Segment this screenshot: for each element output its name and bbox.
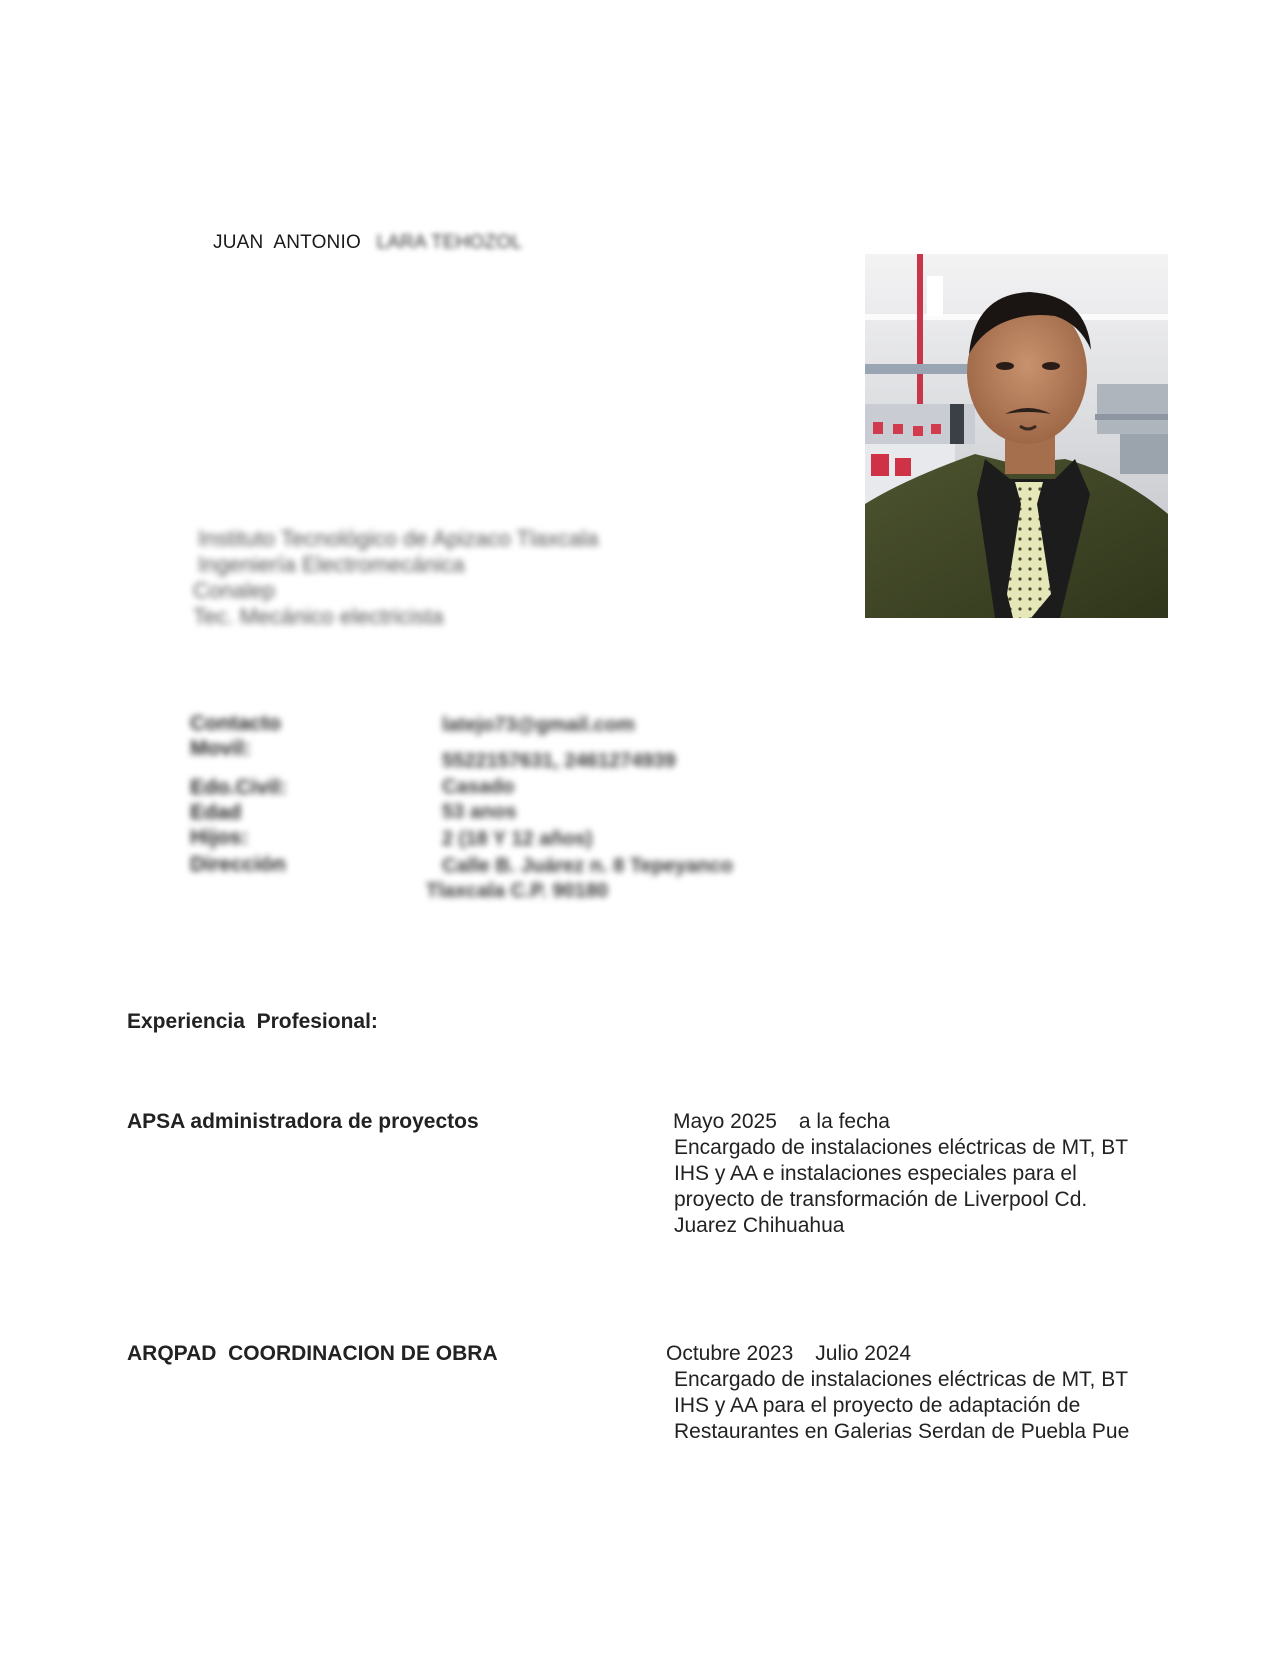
label-movil: Movil: bbox=[190, 737, 251, 760]
education-institution: Instituto Tecnológico de Apizaco Tlaxcala bbox=[198, 526, 599, 551]
label-direccion: Dirección bbox=[190, 853, 286, 876]
job-description-2 bbox=[674, 1367, 1129, 1445]
candidate-photo bbox=[865, 254, 1168, 618]
job-period-2 bbox=[666, 1342, 911, 1366]
portrait-image bbox=[865, 254, 1168, 618]
job-period-end-2: Julio 2024 bbox=[815, 1342, 912, 1365]
label-contacto: Contacto bbox=[190, 712, 281, 735]
job-period-start-1: Mayo 2025 bbox=[673, 1110, 777, 1133]
label-hijos: Hijos: bbox=[190, 826, 249, 849]
job-period-start-2: Octubre 2023 bbox=[666, 1342, 794, 1365]
value-edad: 53 anos bbox=[442, 801, 517, 823]
job-period-1 bbox=[673, 1110, 890, 1134]
job-description-line: Encargado de instalaciones eléctricas de MT, BT bbox=[674, 1136, 1129, 1159]
education-degree-2: Tec. Mecánico electricista bbox=[193, 604, 444, 629]
job-description-line: Restaurantes en Galerias Serdan de Puebla Pue bbox=[674, 1420, 1130, 1443]
education-section bbox=[193, 526, 599, 630]
experience-heading: Experiencia Profesional: bbox=[127, 1010, 378, 1033]
job-company-2: ARQPAD COORDINACION DE OBRA bbox=[127, 1342, 498, 1365]
label-edad: Edad bbox=[190, 801, 242, 824]
job-description-1 bbox=[674, 1135, 1128, 1239]
education-degree: Ingeniería Electromecánica bbox=[198, 552, 465, 577]
value-direccion-1: Calle B. Juárez n. 8 Tepeyanco bbox=[442, 855, 733, 877]
first-names: JUAN ANTONIO bbox=[213, 232, 361, 253]
job-description-line: IHS y AA e instalaciones especiales para el bbox=[674, 1162, 1077, 1185]
value-edo-civil: Casado bbox=[442, 776, 515, 798]
last-names-redacted: LARA TEHOZOL bbox=[376, 232, 523, 253]
label-edo-civil: Edo.Civil: bbox=[190, 776, 287, 799]
candidate-name bbox=[213, 232, 522, 254]
education-institution-2: Conalep bbox=[193, 578, 275, 603]
job-description-line: Encargado de instalaciones eléctricas de MT, BT bbox=[674, 1368, 1129, 1391]
value-hijos: 2 (18 Y 12 años) bbox=[442, 828, 593, 850]
job-description-line: IHS y AA para el proyecto de adaptación de bbox=[674, 1394, 1081, 1417]
job-period-end-1: a la fecha bbox=[798, 1110, 890, 1133]
value-email: latejo73@gmail.com bbox=[442, 714, 635, 736]
value-phones: 5522157631, 2461274939 bbox=[442, 750, 676, 772]
job-description-line: Juarez Chihuahua bbox=[674, 1214, 845, 1237]
job-company-1: APSA administradora de proyectos bbox=[127, 1110, 479, 1133]
value-direccion-2: Tlaxcala C.P. 90180 bbox=[426, 880, 608, 902]
job-description-line: proyecto de transformación de Liverpool Cd. bbox=[674, 1188, 1088, 1211]
